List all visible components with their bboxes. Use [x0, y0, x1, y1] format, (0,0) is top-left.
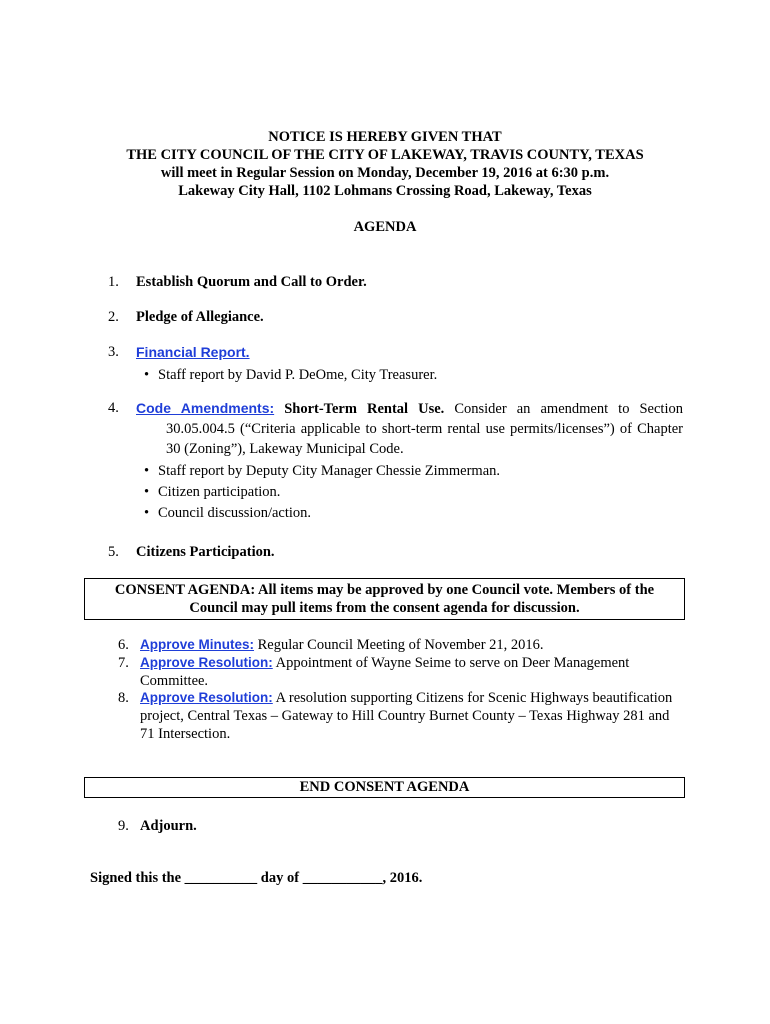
item-number: 1.	[108, 274, 119, 290]
item-first-line	[136, 398, 683, 419]
bullet-icon: •	[144, 367, 150, 383]
consent-item-6	[118, 636, 683, 654]
item-text-rest: 30.05.004.5 (“Criteria applicable to short-term rental use permits/licenses”) of Chapter 30 (Zoning”), Lakeway Municipal Code.	[166, 421, 683, 457]
item-number: 6.	[118, 637, 129, 653]
item-text: Adjourn.	[140, 818, 197, 834]
item-text: Establish Quorum and Call to Order.	[136, 274, 367, 290]
approve-resolution-link[interactable]: Approve Resolution:	[140, 690, 273, 705]
item-number: 9.	[118, 818, 129, 834]
financial-report-link[interactable]: Financial Report.	[136, 344, 250, 360]
bullet-icon: •	[144, 484, 150, 500]
item-text: Citizens Participation.	[136, 544, 275, 560]
agenda-title: AGENDA	[353, 219, 417, 235]
agenda-item-3	[108, 342, 683, 386]
header-line-2: THE CITY COUNCIL OF THE CITY OF LAKEWAY, TRAVIS COUNTY, TEXAS	[126, 147, 644, 163]
bullet-icon: •	[144, 463, 150, 479]
end-consent-agenda-box	[84, 777, 685, 798]
agenda-item-2	[108, 307, 683, 327]
consent-agenda-box	[84, 578, 685, 620]
item-number: 7.	[118, 655, 129, 671]
consent-line-2: Council may pull items from the consent agenda for discussion.	[189, 600, 580, 616]
item-text: Appointment of Wayne Seime to serve on Deer Management Committee.	[140, 655, 630, 689]
consent-item-8	[118, 689, 683, 743]
item-text: A resolution supporting Citizens for Scenic Highways beautification project, Central Texas – Gateway to Hill Country Burnet County – Texas Highway 281 and 71 Intersection.	[140, 690, 673, 742]
item-number: 8.	[118, 690, 129, 706]
bullet-item: • Citizen participation.	[158, 482, 683, 503]
agenda-item-9	[118, 817, 683, 835]
header-line-3: will meet in Regular Session on Monday, December 19, 2016 at 6:30 p.m.	[160, 165, 610, 181]
approve-resolution-link[interactable]: Approve Resolution:	[140, 655, 273, 670]
item-number: 3.	[108, 344, 119, 360]
item-text: Regular Council Meeting of November 21, 2016.	[257, 637, 544, 653]
agenda-item-5	[108, 542, 683, 562]
code-amendments-link[interactable]: Code Amendments:	[136, 400, 275, 416]
signature-line: Signed this the __________ day of ___________, 2016.	[90, 870, 423, 886]
bullet-item: • Staff report by David P. DeOme, City Treasurer.	[158, 365, 683, 386]
bullet-item: • Council discussion/action.	[158, 503, 683, 524]
consent-line-1: CONSENT AGENDA: All items may be approved by one Council vote. Members of the	[114, 582, 655, 598]
bullet-item: • Staff report by Deputy City Manager Chessie Zimmerman.	[158, 461, 683, 482]
agenda-item-1	[108, 272, 683, 292]
consent-item-7	[118, 654, 683, 690]
item-text-line1: Consider an amendment to Section	[454, 401, 683, 417]
end-consent-label: END CONSENT AGENDA	[299, 779, 470, 795]
item-number: 2.	[108, 309, 119, 325]
item-text: Pledge of Allegiance.	[136, 309, 264, 325]
item-number: 4.	[108, 400, 119, 416]
bullet-icon: •	[144, 505, 150, 521]
header-line-4: Lakeway City Hall, 1102 Lohmans Crossing Road, Lakeway, Texas	[178, 183, 592, 199]
item-bold-title: Short-Term Rental Use.	[284, 401, 445, 417]
approve-minutes-link[interactable]: Approve Minutes:	[140, 637, 255, 652]
agenda-item-4	[108, 398, 683, 524]
header-line-1: NOTICE IS HEREBY GIVEN THAT	[268, 129, 502, 145]
item-number: 5.	[108, 544, 119, 560]
notice-header	[0, 128, 770, 200]
